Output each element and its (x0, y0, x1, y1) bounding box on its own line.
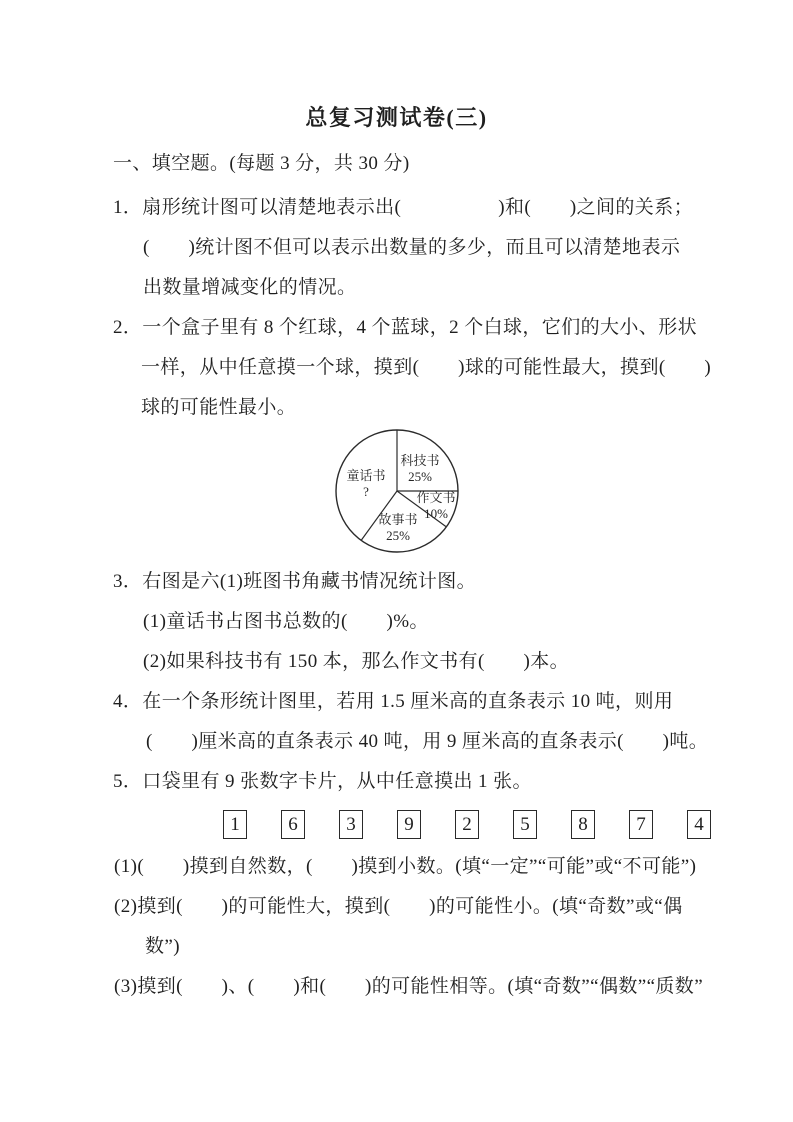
page-title: 总复习测试卷(三) (305, 105, 488, 130)
number-card: 8 (571, 810, 595, 839)
pie-slice-value: ? (363, 484, 369, 499)
number-card: 3 (339, 810, 363, 839)
question-5-subitem-3: (3)摸到( )、( )和( )的可能性相等。(填“奇数”“偶数”“质数” (114, 976, 704, 997)
pie-slice-value: 10% (424, 506, 448, 521)
question-3-line-1: 3．右图是六(1)班图书角藏书情况统计图。 (113, 571, 477, 592)
question-4-line-1: 4．在一个条形统计图里，若用 1.5 厘米高的直条表示 10 吨，则用 (113, 691, 674, 712)
question-2-line-2: 一样，从中任意摸一个球，摸到( )球的可能性最大，摸到( ) (141, 357, 712, 378)
pie-chart (330, 424, 470, 564)
question-5-line-1: 5．口袋里有 9 张数字卡片，从中任意摸出 1 张。 (113, 771, 532, 792)
question-3-subitem-1: (1)童话书占图书总数的( )%。 (143, 611, 429, 632)
number-card: 1 (223, 810, 247, 839)
question-2-line-1: 2．一个盒子里有 8 个红球，4 个蓝球，2 个白球，它们的大小、形状 (113, 317, 698, 338)
number-card: 7 (629, 810, 653, 839)
number-card: 2 (455, 810, 479, 839)
number-card: 6 (281, 810, 305, 839)
question-4-line-2: ( )厘米高的直条表示 40 吨，用 9 厘米高的直条表示( )吨。 (146, 731, 709, 752)
question-1-line-1: 1．扇形统计图可以清楚地表示出( )和( )之间的关系； (113, 197, 694, 218)
question-1-line-2: ( )统计图不但可以表示出数量的多少，而且可以清楚地表示 (143, 237, 681, 258)
question-1-line-3: 出数量增减变化的情况。 (143, 277, 357, 298)
question-5-subitem-1: (1)( )摸到自然数，( )摸到小数。(填“一定”“可能”或“不可能”) (114, 856, 697, 877)
pie-slice-value: 25% (386, 528, 410, 543)
pie-slice-label: 作文书 (416, 490, 456, 505)
question-5-subitem-2: (2)摸到( )的可能性大，摸到( )的可能性小。(填“奇数”或“偶 (114, 896, 683, 917)
number-card: 5 (513, 810, 537, 839)
number-card: 9 (397, 810, 421, 839)
number-card-row (223, 810, 711, 839)
pie-slice-science-books (388, 453, 452, 485)
question-2-line-3: 球的可能性最小。 (141, 397, 297, 418)
pie-slice-value: 25% (408, 469, 432, 484)
section-header: 一、填空题。(每题 3 分，共 30 分) (113, 153, 410, 174)
question-5-subitem-2-continued: 数”) (145, 936, 180, 957)
pie-slice-label: 科技书 (400, 453, 440, 468)
pie-slice-label: 童话书 (346, 468, 386, 483)
pie-slice-story-books (372, 512, 424, 544)
pie-slice-fairytale-books (341, 468, 391, 500)
question-3-subitem-2: (2)如果科技书有 150 本，那么作文书有( )本。 (143, 651, 570, 672)
pie-slice-label: 故事书 (378, 512, 418, 527)
number-card: 4 (687, 810, 711, 839)
